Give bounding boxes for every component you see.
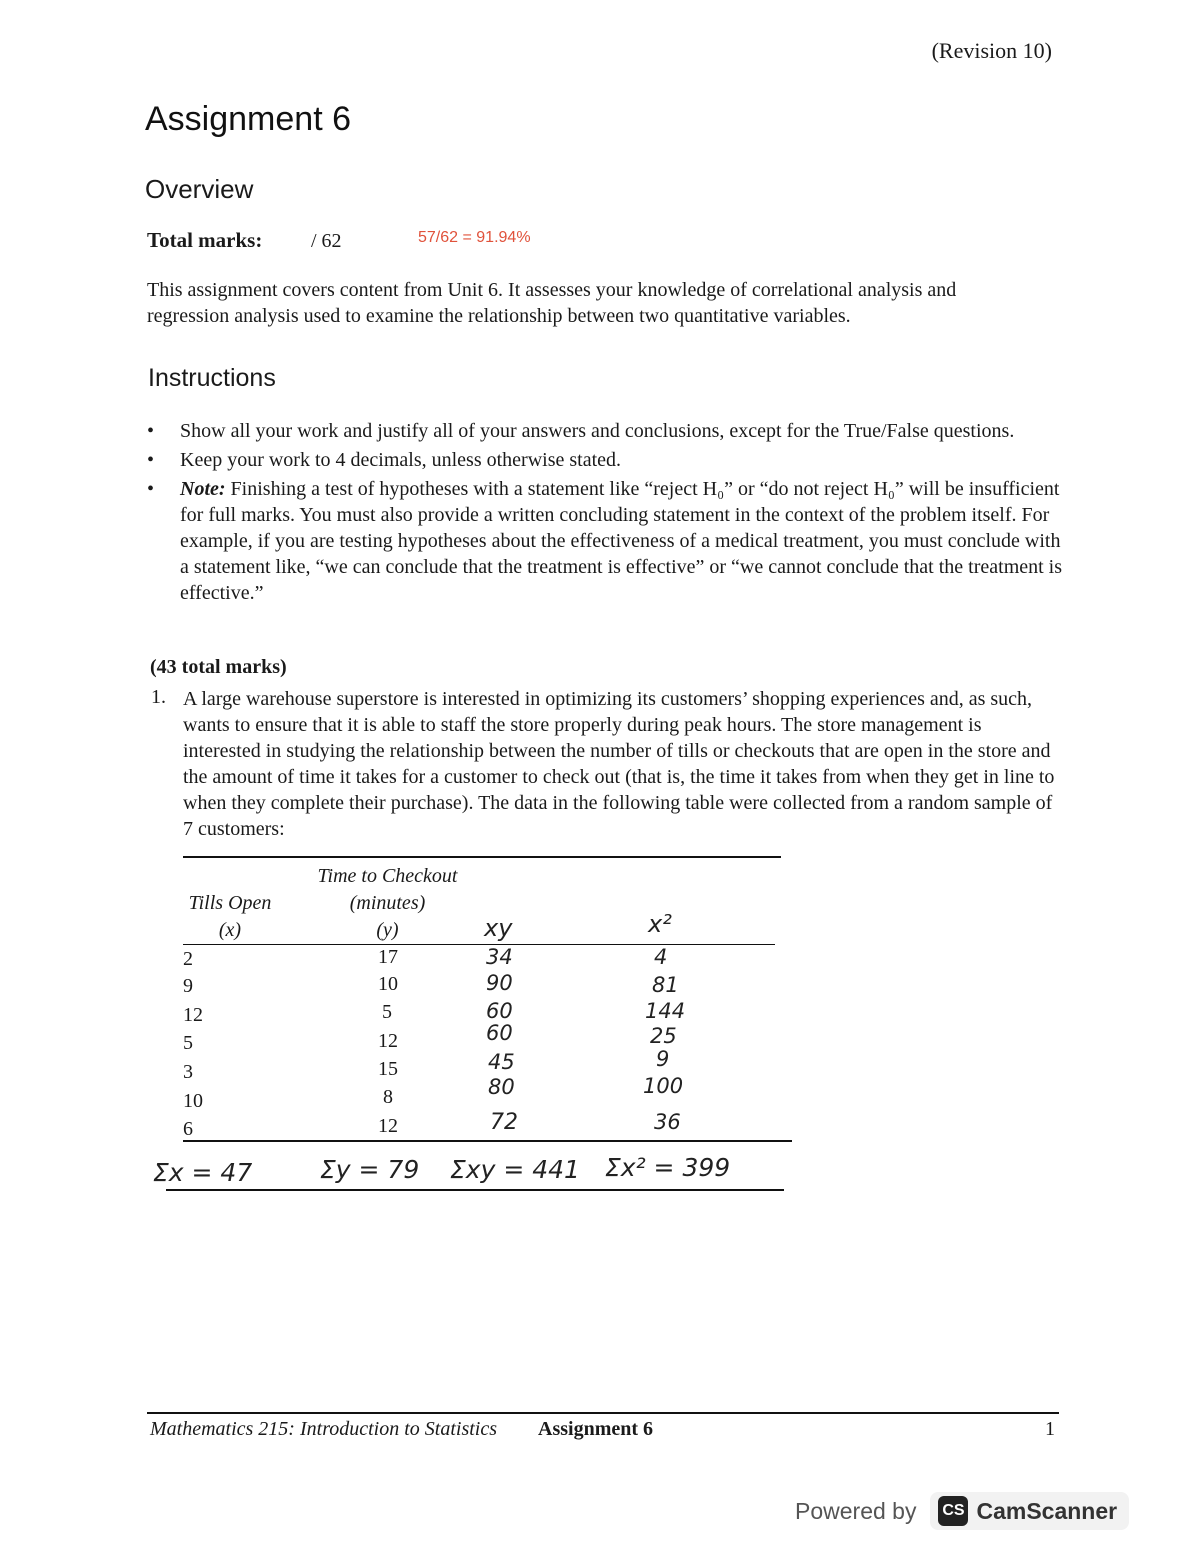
overview-description: This assignment covers content from Unit 6. It assesses your knowledge of correlational analysis and regression analysis used to examine the relationship between two quantitative variables. bbox=[147, 279, 957, 327]
table-header-rule bbox=[183, 944, 775, 945]
header-x-line: Tills Open bbox=[188, 892, 272, 914]
instruction-item bbox=[145, 476, 1065, 606]
header-x2: x² bbox=[648, 910, 672, 938]
footer-rule bbox=[147, 1412, 1059, 1414]
cell-y: 12 bbox=[378, 1115, 398, 1137]
cell-y: 8 bbox=[383, 1086, 393, 1108]
footer-assignment: Assignment 6 bbox=[538, 1418, 654, 1440]
sum-xy: Σxy = 441 bbox=[450, 1155, 580, 1184]
page-title: Assignment 6 bbox=[145, 100, 351, 138]
instruction-text: Show all your work and justify all of your answers and conclusions, except for the True/False questions. bbox=[180, 420, 1015, 442]
cell-x: 9 bbox=[183, 975, 193, 997]
header-x bbox=[170, 890, 290, 944]
cell-x: 3 bbox=[183, 1061, 193, 1083]
camscanner-logo-icon: CS bbox=[938, 1496, 968, 1526]
instruction-text: Finishing a test of hypotheses with a statement like “reject H₀” or “do not reject H₀” will be insufficient for full marks. You must also provide a written concluding statement in the context of the problem itself. For example, if you are testing hypotheses about the effectiveness of a medical treatment, you must conclude with a statement like, “we can conclude that the treatment is effective” or “we cannot conclude that the treatment is effective.” bbox=[180, 478, 1063, 604]
cell-x2: 144 bbox=[645, 999, 686, 1023]
cell-x2: 25 bbox=[650, 1024, 677, 1048]
cell-y: 12 bbox=[378, 1030, 398, 1052]
overview-heading: Overview bbox=[145, 174, 254, 204]
revision-label: (Revision 10) bbox=[931, 38, 1052, 63]
total-marks-label: Total marks: bbox=[147, 228, 263, 252]
section-marks: (43 total marks) bbox=[150, 656, 287, 678]
cell-xy: 60 bbox=[486, 1021, 513, 1045]
table-top-rule bbox=[183, 856, 781, 858]
instruction-item bbox=[145, 418, 1065, 444]
cell-y: 15 bbox=[378, 1058, 398, 1080]
cell-x2: 81 bbox=[652, 973, 679, 997]
sum-y: Σy = 79 bbox=[320, 1155, 420, 1184]
page-number: 1 bbox=[1045, 1418, 1055, 1440]
cell-xy: 34 bbox=[486, 945, 513, 969]
header-y-line: (y) bbox=[376, 919, 399, 941]
header-y bbox=[300, 863, 475, 944]
cell-x2: 100 bbox=[643, 1074, 684, 1098]
question-text: A large warehouse superstore is interested in optimizing its customers’ shopping experiences and, as such, wants to ensure that it is able to staff the store properly during peak hours. The store management is interested in studying the relationship between the number of tills or checkouts that are open in the store and the amount of time it takes for a customer to check out (that is, the time it takes from when they get in line to when they complete their purchase). The data in the following table were collected from a random sample of 7 customers: bbox=[183, 688, 1055, 840]
cell-x2: 9 bbox=[656, 1047, 670, 1071]
cell-y: 17 bbox=[378, 946, 398, 968]
header-y-line: Time to Checkout bbox=[317, 865, 458, 887]
cell-x: 5 bbox=[183, 1032, 193, 1054]
header-xy: xy bbox=[484, 914, 513, 942]
note-label: Note: bbox=[180, 478, 226, 500]
powered-by-label: Powered by bbox=[795, 1497, 917, 1524]
instructions-heading: Instructions bbox=[148, 364, 276, 392]
cell-xy: 45 bbox=[488, 1050, 515, 1074]
instructions-list bbox=[145, 418, 1065, 609]
cell-x: 10 bbox=[183, 1090, 203, 1112]
footer-course: Mathematics 215: Introduction to Statistics bbox=[150, 1418, 498, 1440]
sum-underline bbox=[166, 1189, 784, 1191]
cell-y: 5 bbox=[382, 1001, 392, 1023]
grade-annotation: 57/62 = 91.94% bbox=[418, 229, 531, 246]
camscanner-brand: CamScanner bbox=[976, 1497, 1118, 1524]
camscanner-watermark bbox=[795, 1488, 1129, 1534]
cell-x: 12 bbox=[183, 1004, 203, 1026]
cell-xy: 72 bbox=[490, 1110, 518, 1135]
cell-x2: 36 bbox=[654, 1110, 681, 1134]
cell-x2: 4 bbox=[654, 945, 668, 969]
header-y-line: (minutes) bbox=[349, 892, 426, 914]
table-bottom-rule bbox=[183, 1140, 792, 1142]
total-marks-value: / 62 bbox=[311, 230, 342, 252]
cell-xy: 60 bbox=[486, 999, 513, 1023]
cell-y: 10 bbox=[378, 973, 398, 995]
header-x-line: (x) bbox=[218, 919, 242, 941]
cell-x: 2 bbox=[183, 948, 193, 970]
cell-xy: 80 bbox=[488, 1075, 515, 1099]
cell-x: 6 bbox=[183, 1118, 193, 1140]
question-number: 1. bbox=[151, 686, 166, 708]
instruction-text: Keep your work to 4 decimals, unless otherwise stated. bbox=[180, 449, 622, 471]
cell-xy: 90 bbox=[486, 971, 513, 995]
instruction-item bbox=[145, 447, 1065, 473]
sum-x: Σx = 47 bbox=[153, 1158, 253, 1187]
sum-x2: Σx² = 399 bbox=[605, 1153, 731, 1182]
camscanner-badge bbox=[930, 1492, 1129, 1530]
